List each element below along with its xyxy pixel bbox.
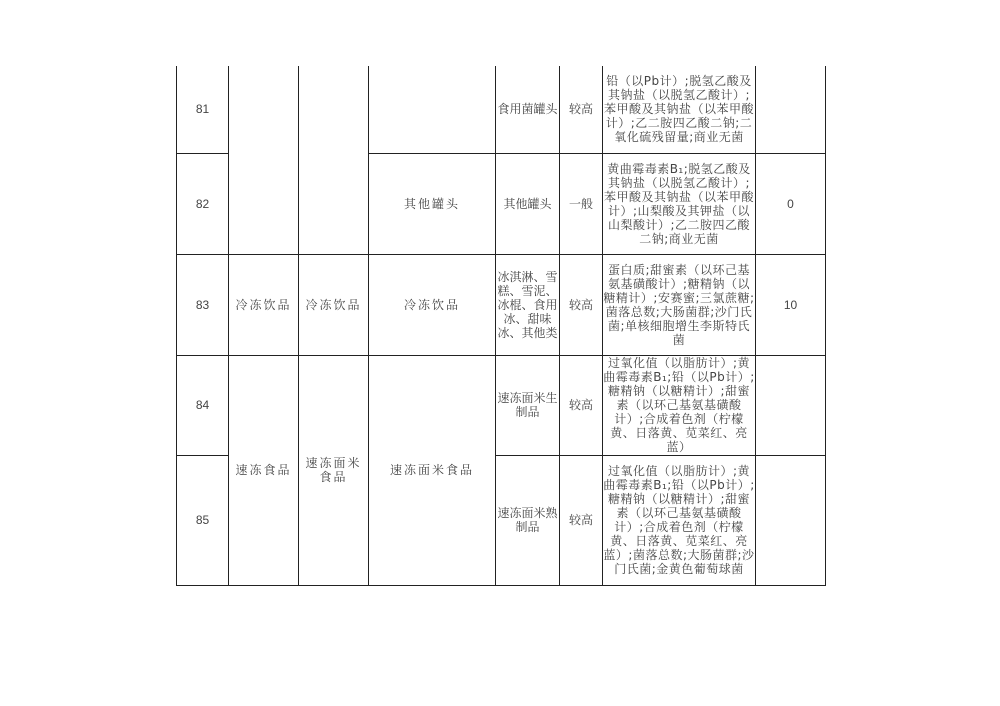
food-sampling-table (176, 66, 826, 586)
test-items-cell: 过氧化值（以脂肪计）;黄曲霉毒素B₁;铅（以Pb计）;糖精钠（以糖精计）;甜蜜素（以环己基氨基磺酸计）;合成着色剂（柠檬黄、日落黄、苋菜红、亮蓝） (603, 356, 755, 454)
sample-count-cell: 10 (756, 254, 826, 355)
food-category-cell: 其他罐头 (369, 153, 496, 254)
test-items-cell: 蛋白质;甜蜜素（以环己基氨基磺酸计）;糖精钠（以糖精计）;安赛蜜;三氯蔗糖;菌落总数;大肠菌群;沙门氏菌;单核细胞增生李斯特氏菌 (603, 254, 756, 355)
row-number: 82 (177, 153, 229, 254)
food-subcategory-cell: 冰淇淋、雪糕、雪泥、冰棍、食用冰、甜味冰、其他类 (496, 254, 560, 355)
test-items-cell: 黄曲霉毒素B₁;脱氢乙酸及其钠盐（以脱氢乙酸计）;苯甲酸及其钠盐（以苯甲酸计）;山梨酸及其钾盐（以山梨酸计）;乙二胺四乙酸二钠;商业无菌 (603, 153, 756, 254)
food-type-cell: 速冻食品 (229, 355, 299, 585)
sample-count-cell: 0 (756, 153, 826, 254)
food-subtype-cell: 冷冻饮品 (299, 254, 369, 355)
risk-level-cell: 较高 (560, 66, 603, 153)
table-row (177, 66, 826, 153)
food-subcategory-cell: 其他罐头 (496, 153, 560, 254)
food-category-cell: 速冻面米食品 (369, 355, 496, 585)
test-items-cell: 铅（以Pb计）;脱氢乙酸及其钠盐（以脱氢乙酸计）;苯甲酸及其钠盐（以苯甲酸计）;乙二胺四乙酸二钠;二氧化硫残留量;商业无菌 (603, 66, 756, 153)
row-number: 81 (177, 66, 229, 153)
risk-level-cell: 一般 (560, 153, 603, 254)
risk-level-cell: 较高 (560, 455, 603, 585)
food-subcategory-cell: 速冻面米生制品 (496, 355, 560, 455)
row-number: 84 (177, 355, 229, 455)
food-subtype-cell (299, 66, 369, 254)
row-number: 85 (177, 455, 229, 585)
risk-level-cell: 较高 (560, 254, 603, 355)
sample-count-cell (756, 455, 826, 585)
food-category-cell (369, 66, 496, 153)
food-type-cell: 冷冻饮品 (229, 254, 299, 355)
sample-count-cell (756, 355, 826, 455)
food-type-cell (229, 66, 299, 254)
sample-count-cell (756, 66, 826, 153)
row-number: 83 (177, 254, 229, 355)
food-category-cell: 冷冻饮品 (369, 254, 496, 355)
food-subtype-cell: 速冻面米食品 (299, 355, 369, 585)
risk-level-cell: 较高 (560, 355, 603, 455)
table-row (177, 254, 826, 355)
food-subcategory-cell: 食用菌罐头 (496, 66, 560, 153)
food-subcategory-cell: 速冻面米熟制品 (496, 455, 560, 585)
test-items-cell: 过氧化值（以脂肪计）;黄曲霉毒素B₁;铅（以Pb计）;糖精钠（以糖精计）;甜蜜素（以环己基氨基磺酸计）;合成着色剂（柠檬黄、日落黄、苋菜红、亮蓝）;菌落总数;大肠菌群;沙门氏菌;金黄色葡萄球菌 (603, 455, 756, 585)
table-row (177, 355, 826, 455)
